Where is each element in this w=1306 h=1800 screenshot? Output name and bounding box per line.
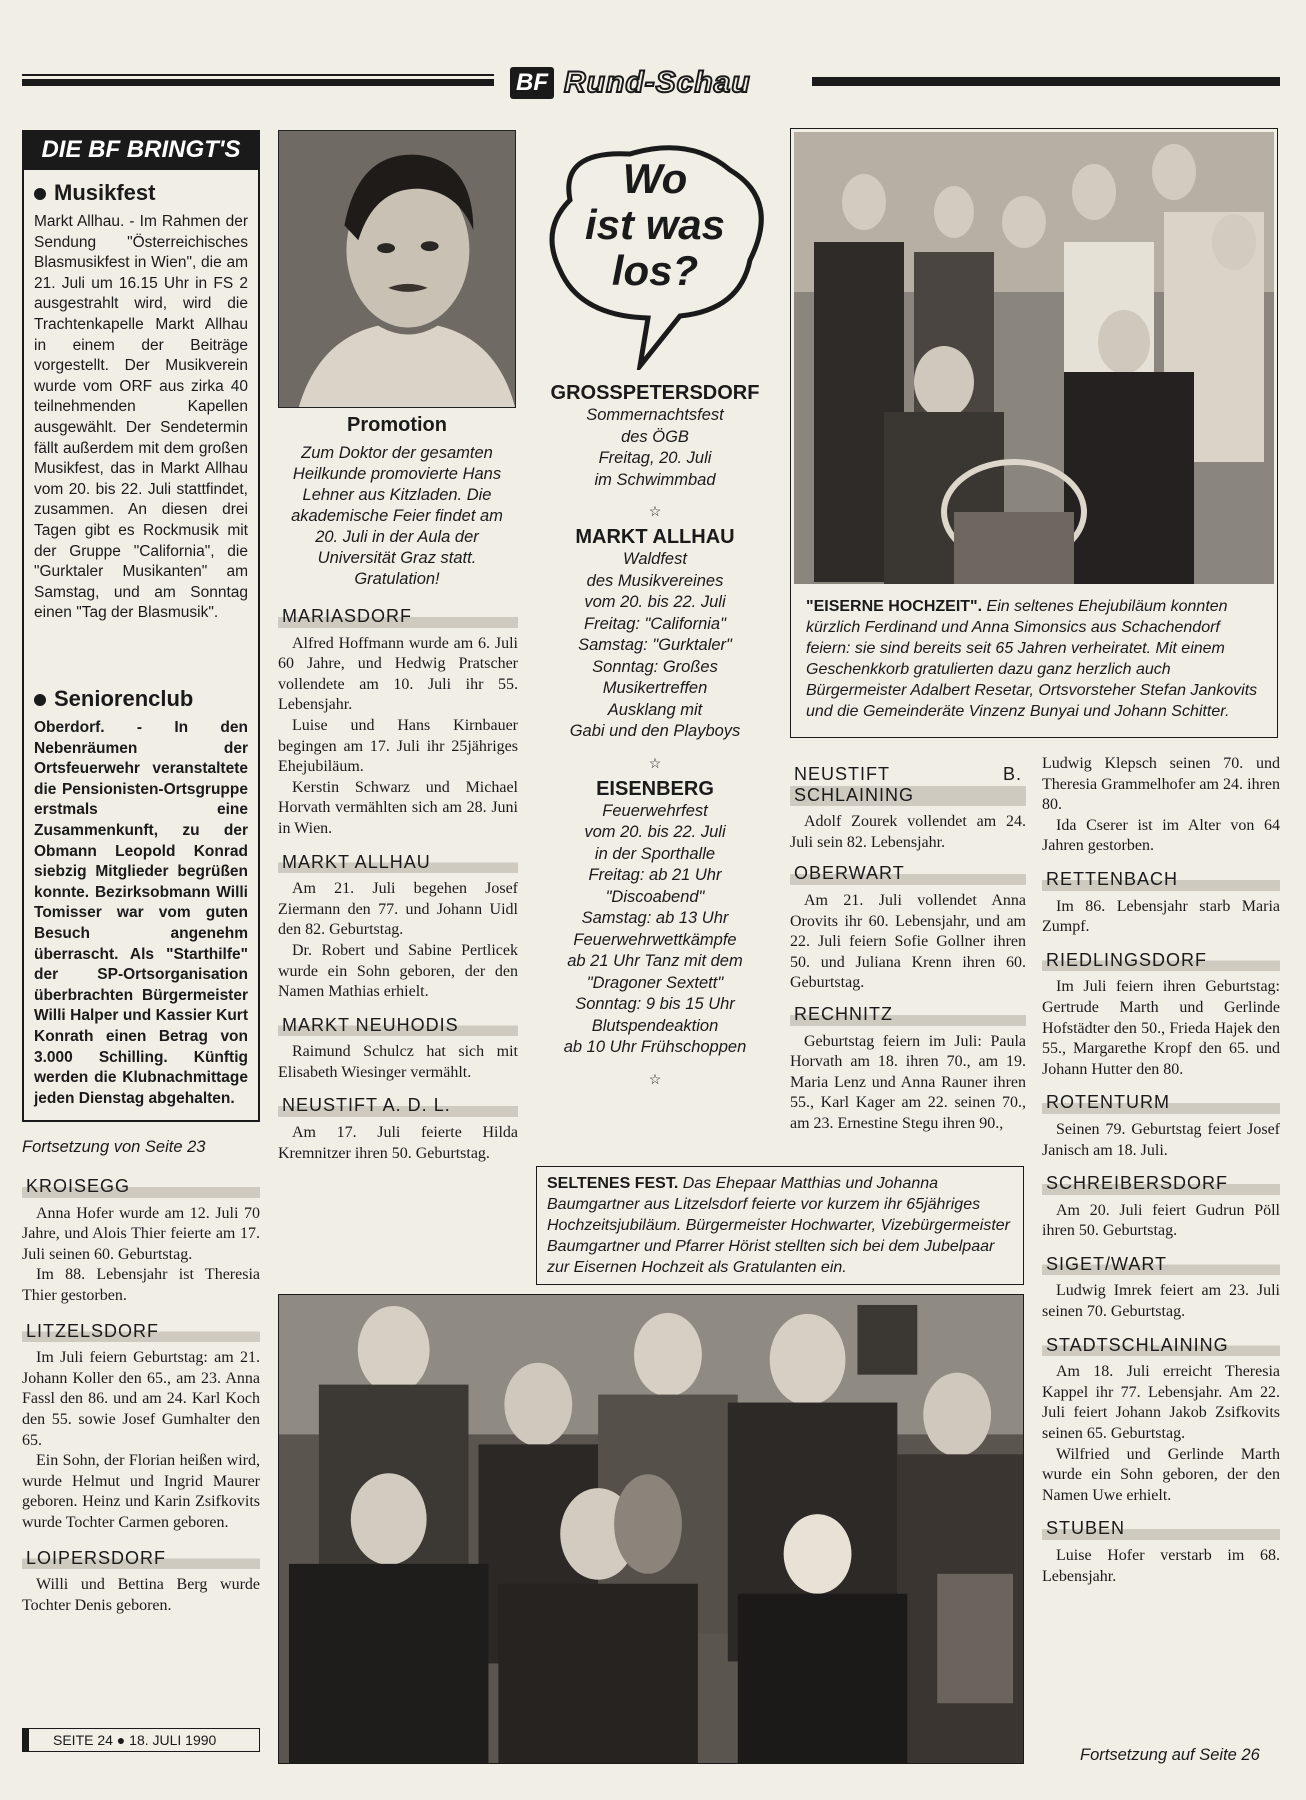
- event-line: des ÖGB: [621, 427, 689, 446]
- paragraph: Kerstin Schwarz und Michael Horvath vermählten sich am 28. Juni in Wien.: [278, 778, 518, 837]
- section-head-rettenbach: RETTENBACH: [1042, 867, 1280, 891]
- paragraph: Im Juli feiern Geburtstag: am 21. Johann Koller den 65., am 23. Anna Fassl den 86. und am 24. Karl Koch den 55. sowie Josef Gumhalter den 65.: [22, 1349, 260, 1449]
- section-head-oberwart: OBERWART: [790, 861, 1026, 885]
- star-icon: ☆: [648, 1070, 662, 1087]
- section-head-stadtschlaining: STADTSCHLAINING: [1042, 1333, 1280, 1357]
- eiserne-hochzeit-photo: [794, 132, 1274, 584]
- paragraph: Im Juli feiern ihren Geburtstag: Gertrude Marth und Gerlinde Hofstädter den 50., Frieda Hajek den 55., Margarethe Kropf den 65. und Johann Hutter den 80.: [1042, 978, 1280, 1078]
- paragraph: Am 21. Juli vollendet Anna Orovits ihr 60. Lebensjahr, und am 22. Juli feiern Sofie Gollner ihren 50. und Juliana Krenn ihren 60. Geburtstag.: [790, 891, 1026, 992]
- section-head-schreibersdorf: SCHREIBERSDORF: [1042, 1171, 1280, 1195]
- seniorenclub-article: [34, 686, 248, 1109]
- paragraph: Im 88. Lebensjahr ist Theresia Thier gestorben.: [22, 1266, 260, 1304]
- event-line: Samstag: ab 13 Uhr: [581, 909, 729, 927]
- paragraph: Wilfried und Gerlinde Marth wurde ein Sohn geboren, der den Namen Uwe erhielt.: [1042, 1445, 1280, 1504]
- section-head-loipersdorf: LOIPERSDORF: [22, 1546, 260, 1570]
- masthead: [510, 64, 751, 102]
- wo-ist-was-los-bubble: [540, 140, 770, 370]
- event-line: Waldfest: [623, 550, 687, 568]
- section-head-siget-wart: SIGET/WART: [1042, 1252, 1280, 1276]
- section-head-markt-neuhodis: MARKT NEUHODIS: [278, 1013, 518, 1037]
- star-icon: ☆: [648, 754, 662, 771]
- event-town: GROSSPETERSDORF: [550, 382, 760, 404]
- event-line: Musikertreffen: [602, 679, 708, 697]
- seniorenclub-text: Oberdorf. - In den Nebenräumen der Ortsfeuerwehr veranstaltete die Pensionisten-Ortsgruppe erstmals eine Zusammenkunft, zu der Obmann Leopold Konrad siebzig Mitglieder begrüßen konnte. Bezirksobmann Willi Tomisser war vom guten Besuch angenehm überrascht. Als "Starthilfe" der SP-Ortsorganisation überbrachten Bürgermeister Willi Halper und Kassier Kurt Konrath einen Betrag von 3.000 Schilling. Künftig werden die Klubnachmittage jeden Dienstag abgehalten.: [34, 719, 248, 1107]
- event-line: "Discoabend": [605, 887, 705, 906]
- section-head-stuben: STUBEN: [1042, 1516, 1280, 1540]
- section-head-markt-allhau: MARKT ALLHAU: [278, 850, 518, 874]
- event-line: vom 20. bis 22. Juli: [584, 823, 726, 841]
- event-line: Freitag: ab 21 Uhr: [588, 866, 722, 884]
- paragraph: Adolf Zourek vollendet am 24. Juli sein 82. Lebensjahr.: [790, 813, 1026, 851]
- page-footer: SEITE 24 ● 18. JULI 1990: [22, 1728, 260, 1752]
- event-line: Freitag: "California": [584, 614, 726, 633]
- paragraph: Alfred Hoffmann wurde am 6. Juli 60 Jahre, und Hedwig Pratscher vollendete am 10. Juli ihr 55. Lebensjahr.: [278, 634, 518, 714]
- section-head-neustift-adl: NEUSTIFT A. D. L.: [278, 1093, 518, 1117]
- col5-sections: [1042, 754, 1280, 1587]
- bullet-icon: [34, 188, 46, 200]
- seltenes-fest-group-photo: [278, 1294, 1024, 1764]
- bf-bringts-header: DIE BF BRINGT'S: [22, 130, 260, 170]
- event-line: "Dragoner Sextett": [586, 973, 724, 992]
- paragraph: Ein Sohn, der Florian heißen wird, wurde Helmut und Ingrid Maurer geboren. Heinz und Karin Zsifkovits wurde Tochter Carmen geboren.: [22, 1452, 260, 1531]
- event-line: in der Sporthalle: [594, 844, 716, 863]
- paragraph: Geburtstag feiern im Juli: Paula Horvath am 18. ihren 70., am 19. Maria Lenz und Anna Rauner ihren 55., Karl Kager am 22. seinen 70., am 23. Ernestine Stegu ihren 90.,: [790, 1032, 1026, 1132]
- paragraph: Im 86. Lebensjahr starb Maria Zumpf.: [1042, 897, 1280, 936]
- section-head-rechnitz: RECHNITZ: [790, 1002, 1026, 1026]
- masthead-rule-left: [22, 74, 494, 86]
- seltenes-fest-caption: SELTENES FEST. Das Ehepaar Matthias und Johanna Baumgartner aus Litzelsdorf feierte vor kurzem ihr 65jähriges Hochzeitsjubiläum. Bürgermeister Hochwarter, Vizebürgermeister Baumgartner und Pfarrer Hörist stellten sich bei dem Jubelpaar zur Eisernen Hochzeit als Gratulanten ein.: [536, 1166, 1024, 1285]
- event-line: Samstag: "Gurktaler": [578, 636, 732, 654]
- event-line: vom 20. bis 22. Juli: [584, 593, 726, 611]
- event-line: Freitag, 20. Juli: [598, 449, 712, 467]
- paragraph: Willi und Bettina Berg wurde Tochter Denis geboren.: [22, 1576, 260, 1614]
- paragraph: Am 20. Juli feiert Gudrun Pöll ihren 50. Geburtstag.: [1042, 1201, 1280, 1240]
- section-head-neustift-b-schlaining: NEUSTIFT B. SCHLAINING: [790, 762, 1026, 806]
- masthead-rule-right: [812, 74, 1280, 86]
- musikfest-text: Markt Allhau. - Im Rahmen der Sendung "Österreichisches Blasmusikfest in Wien", die am 21. Juli um 16.15 Uhr in FS 2 ausgestrahlt wird, wird die Trachtenkapelle Markt Allhau in einem der Beiträge vorgestellt. Der Musikverein wurde vom ORF aus zirka 40 teilnehmenden Kapellen ausgewählt. Der Sendetermin fällt außerdem mit dem großen Musikfest, das in Markt Allhau vom 20. bis 22. Juli stattfindet, zusammen. An diesen drei Tagen gibt es Rockmusik mit der Gruppe "California", die "Gurktaler Musikanten" am Samstag, und am Sonntag einen "Tag der Blasmusik".: [34, 213, 248, 622]
- col1-sections: [22, 1168, 260, 1616]
- event-town: EISENBERG: [596, 777, 714, 800]
- paragraph: Luise und Hans Kirnbauer begingen am 17. Juli ihr 25jähriges Ehejubiläum.: [278, 716, 518, 776]
- fortsetzung-auf: Fortsetzung auf Seite 26: [1080, 1746, 1260, 1764]
- event-line: des Musikvereines: [586, 571, 724, 590]
- section-head-litzelsdorf: LITZELSDORF: [22, 1319, 260, 1343]
- event-line: Feuerwehrfest: [602, 801, 708, 820]
- paragraph: Dr. Robert und Sabine Pertlicek wurde ein Sohn geboren, der den Namen Mathias erhielt.: [278, 941, 518, 1001]
- eiserne-hochzeit-caption: "EISERNE HOCHZEIT". Ein seltenes Ehejubiläum konnten kürzlich Ferdinand und Anna Simonsics aus Schachendorf feiern: sie sind bereits seit 65 Jahren verheiratet. Mit einem Geschenkkorb gratulierten dazu ganz herzlich auch Bürgermeister Adalbert Resetar, Ortsvorsteher Stefan Jankovits und die Gemeinderäte Vinzenz Bunyai und Johann Schitter.: [806, 598, 1258, 720]
- promotion-article: [278, 414, 516, 590]
- event-town: MARKT ALLHAU: [575, 526, 735, 548]
- col2-sections: [278, 598, 518, 1164]
- event-line: Ausklang mit: [607, 700, 703, 719]
- fortsetzung-von: Fortsetzung von Seite 23: [22, 1138, 206, 1156]
- event-line: Sonntag: Großes: [592, 657, 718, 676]
- section-head-rotenturm: ROTENTURM: [1042, 1090, 1280, 1114]
- paragraph: Ludwig Klepsch seinen 70. und Theresia Grammelhofer am 24. ihren 80.: [1042, 755, 1280, 814]
- events-column: [535, 376, 775, 1092]
- paragraph: Am 18. Juli erreicht Theresia Kappel ihr 77. Lebensjahr. Am 22. Juli feiert Johann Jakob Zsifkovits seinen 65. Geburtstag.: [1042, 1363, 1280, 1443]
- paragraph: Am 21. Juli begehen Josef Ziermann den 77. und Johann Uidl den 82. Geburtstag.: [278, 880, 518, 939]
- event-line: ab 21 Uhr Tanz mit dem: [567, 952, 743, 970]
- event-line: Sonntag: 9 bis 15 Uhr: [575, 995, 735, 1013]
- paragraph: Am 17. Juli feierte Hilda Kremnitzer ihren 50. Geburtstag.: [278, 1124, 518, 1162]
- seniorenclub-title: Seniorenclub: [34, 686, 248, 712]
- event-line: Gabi und den Playboys: [569, 722, 741, 740]
- promotion-portrait-photo: [278, 130, 516, 408]
- section-title: Rund-Schau: [564, 66, 751, 99]
- event-line: im Schwimmbad: [594, 470, 716, 489]
- event-line: ab 10 Uhr Frühschoppen: [563, 1038, 747, 1056]
- paragraph: Raimund Schulcz hat sich mit Elisabeth Wiesinger vermählt.: [278, 1043, 518, 1081]
- paragraph: Ida Cserer ist im Alter von 64 Jahren gestorben.: [1042, 816, 1280, 855]
- paragraph: Ludwig Imrek feiert am 23. Juli seinen 70. Geburtstag.: [1042, 1282, 1280, 1321]
- bubble-text: Wo ist was los?: [584, 155, 726, 294]
- paragraph: Seinen 79. Geburtstag feiert Josef Janisch am 18. Juli.: [1042, 1120, 1280, 1159]
- musikfest-title: Musikfest: [34, 180, 248, 206]
- section-head-kroisegg: KROISEGG: [22, 1174, 260, 1198]
- paragraph: Luise Hofer verstarb im 68. Lebensjahr.: [1042, 1547, 1280, 1585]
- musikfest-article: [34, 180, 248, 624]
- section-head-riedlingsdorf: RIEDLINGSDORF: [1042, 948, 1280, 972]
- star-icon: ☆: [648, 503, 662, 519]
- bf-logo: BF: [510, 67, 554, 99]
- col4-sections: [790, 756, 1026, 1135]
- bullet-icon: [34, 694, 46, 706]
- promotion-title: Promotion: [347, 414, 447, 436]
- promotion-text: Zum Doktor der gesamten Heilkunde promovierte Hans Lehner aus Kitzladen. Die akademische Feier findet am 20. Juli in der Aula der Universität Graz statt. Gratulation!: [291, 444, 503, 588]
- event-line: Feuerwehrwettkämpfe: [573, 930, 737, 949]
- paragraph: Anna Hofer wurde am 12. Juli 70 Jahre, und Alois Thier feierte am 17. Juli seinen 60. Geburtstag.: [22, 1204, 260, 1263]
- event-line: Sommernachtsfest: [586, 406, 724, 424]
- event-line: Blutspendeaktion: [591, 1016, 719, 1035]
- section-head-mariasdorf: MARIASDORF: [278, 604, 518, 628]
